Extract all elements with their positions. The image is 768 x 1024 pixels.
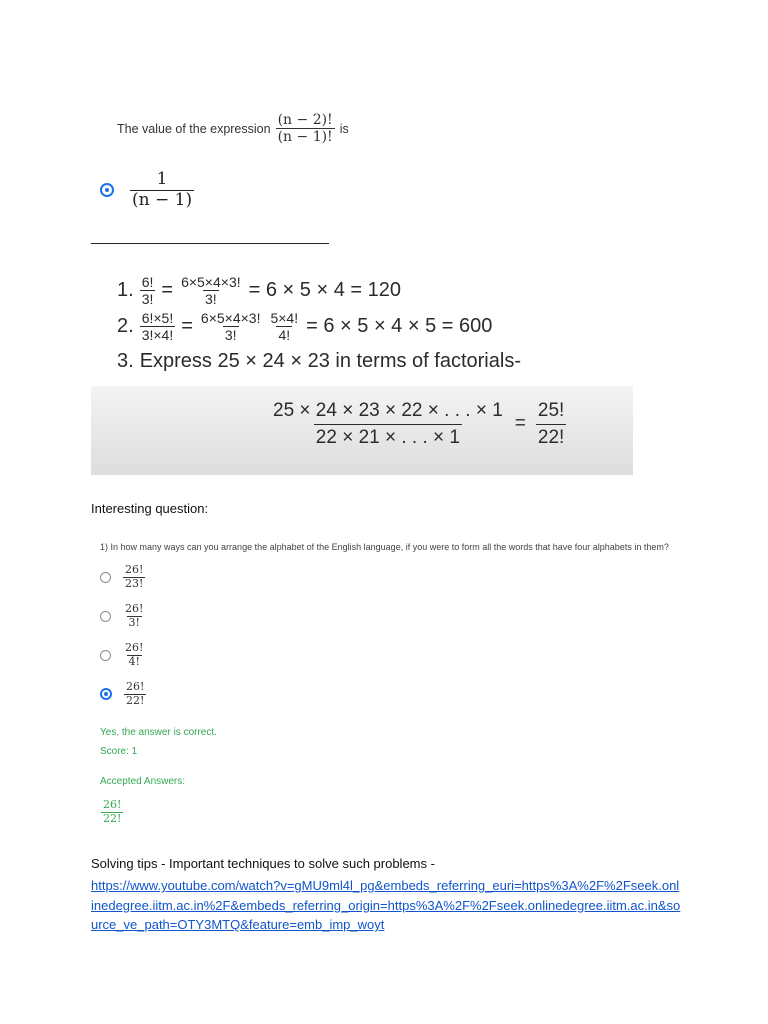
option-fraction: [124, 681, 146, 707]
fraction-denominator: 3!: [141, 291, 154, 308]
example-fraction: [140, 310, 176, 343]
fraction-denominator: 22!: [126, 693, 145, 707]
question-1: [117, 112, 349, 145]
fraction-denominator: 22 × 21 × . . . × 1: [314, 424, 462, 451]
fraction-numerator: 26!: [103, 798, 122, 811]
example-result: = 6 × 5 × 4 = 120: [248, 279, 401, 302]
solving-tips-text: Solving tips - Important techniques to solve such problems -: [91, 856, 435, 871]
solving-tips-link[interactable]: https://www.youtube.com/watch?v=gMU9ml4l_pg&embeds_referring_euri=https%3A%2F%2Fseek.onlinedegree.iitm.ac.in%2F&embeds_referring_origin=https%3A%2F%2Fseek.onlinedegree.iitm.ac.in&source_ve_path=OTY3MTQ&feature=emb_imp_woyt: [91, 878, 681, 932]
equals-sign: =: [181, 315, 193, 338]
example-fraction: [140, 274, 156, 307]
question-2-text: 1) In how many ways can you arrange the alphabet of the English language, if you were to form all the words that have four alphabets in them?: [100, 542, 669, 552]
example-index: 3.: [117, 350, 134, 372]
example-index: 2.: [117, 315, 134, 338]
radio-selected-icon[interactable]: [100, 688, 112, 700]
option-a[interactable]: [100, 564, 145, 590]
option-fraction: [123, 564, 145, 590]
fraction-denominator: 4!: [128, 654, 140, 668]
fraction-numerator: 26!: [125, 563, 144, 576]
fraction-numerator: 5×4!: [270, 310, 299, 326]
fraction-denominator: 3!: [128, 615, 140, 629]
fraction-denominator: 22!: [536, 424, 566, 451]
feedback-correct: Yes, the answer is correct.: [100, 727, 217, 738]
example-2: [117, 310, 492, 343]
question-1-prefix: The value of the expression: [117, 121, 271, 136]
result-fraction: [536, 398, 566, 450]
fraction-denominator: 23!: [125, 576, 144, 590]
question-1-suffix: is: [339, 121, 349, 136]
fraction-denominator: 22!: [103, 811, 122, 825]
option-fraction: [123, 642, 145, 668]
accepted-answer-fraction: [101, 799, 123, 825]
example-text: Express 25 × 24 × 23 in terms of factorials-: [139, 350, 521, 372]
fraction-denominator: 4!: [278, 327, 291, 344]
fraction-denominator: 3!: [205, 291, 217, 308]
fraction-numerator: (n − 2)!: [277, 112, 333, 128]
example-3: [117, 350, 521, 373]
radio-unselected-icon[interactable]: [100, 611, 111, 622]
radio-selected-icon[interactable]: [100, 183, 114, 197]
example-fraction: [268, 310, 300, 343]
fraction-numerator: 25!: [537, 400, 565, 421]
example-3-solution-image: [91, 386, 633, 475]
option-fraction: [123, 603, 145, 629]
score-text: Score: 1: [100, 746, 138, 757]
fraction-numerator: 1: [156, 169, 168, 189]
radio-unselected-icon[interactable]: [100, 572, 111, 583]
example-1: [117, 274, 401, 307]
equals-sign: =: [161, 279, 174, 302]
horizontal-divider: [91, 243, 329, 244]
interesting-question-heading: Interesting question:: [91, 501, 209, 516]
option-b[interactable]: [100, 603, 145, 629]
question-1-selected-option[interactable]: [100, 170, 194, 210]
example-index: 1.: [117, 279, 134, 302]
fraction-denominator: 3!: [224, 327, 237, 344]
fraction-denominator: (n − 1)!: [277, 129, 333, 146]
fraction-denominator: (n − 1): [132, 189, 193, 210]
option-c[interactable]: [100, 642, 145, 668]
fraction-numerator: 6!: [141, 274, 154, 290]
example-fraction: [199, 310, 263, 343]
fraction-numerator: 26!: [125, 641, 144, 654]
solution-fraction: [271, 398, 505, 450]
fraction-numerator: 26!: [125, 602, 144, 615]
example-result: = 6 × 5 × 4 × 5 = 600: [306, 315, 493, 338]
option-d[interactable]: [100, 681, 146, 707]
radio-unselected-icon[interactable]: [100, 650, 111, 661]
fraction-numerator: 26!: [126, 680, 145, 693]
fraction-numerator: 6×5×4×3!: [200, 310, 261, 326]
fraction-denominator: 3!×4!: [141, 327, 174, 344]
fraction-numerator: 6!×5!: [141, 310, 174, 326]
equals-sign: =: [514, 413, 526, 435]
example-fraction: [179, 274, 243, 307]
answer-fraction: [130, 170, 194, 210]
accepted-answers-label: Accepted Answers:: [100, 776, 186, 787]
fraction-numerator: 25 × 24 × 23 × 22 × . . . × 1: [273, 400, 503, 421]
question-1-fraction: [276, 112, 335, 145]
fraction-numerator: 6×5×4×3!: [181, 274, 241, 290]
